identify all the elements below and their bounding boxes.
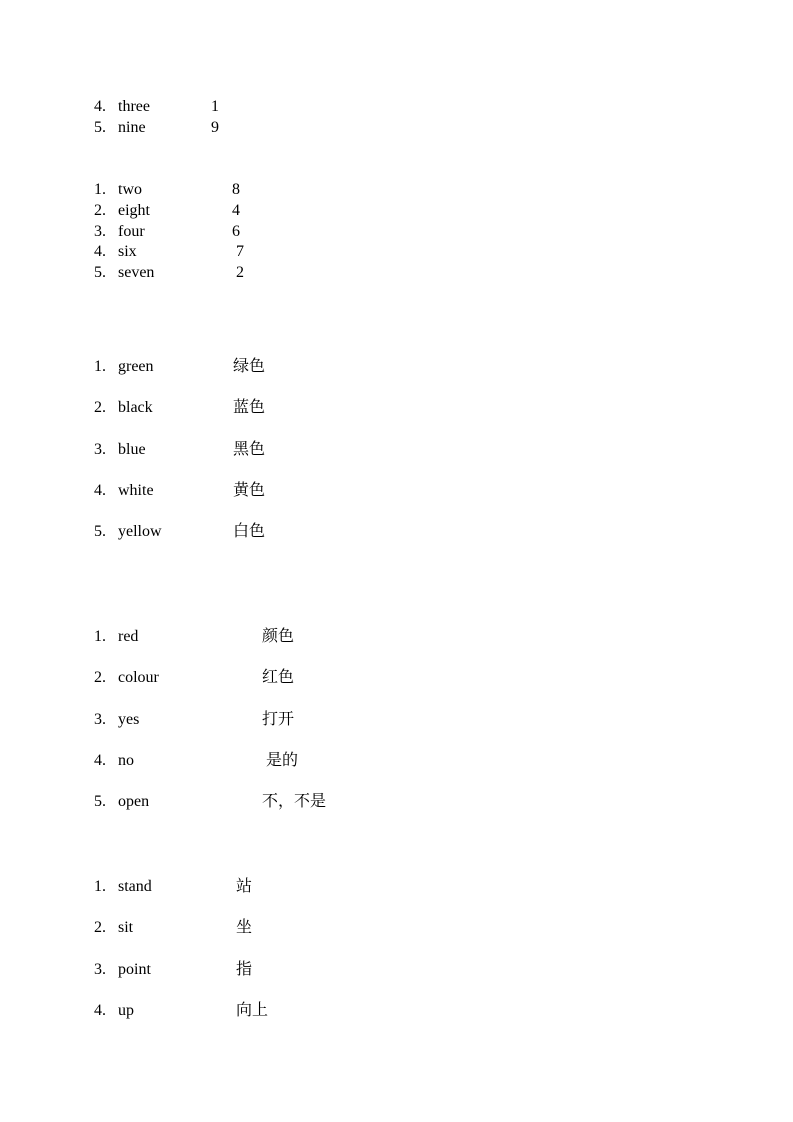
english-word: nine (118, 119, 146, 136)
item-number: 5. (94, 523, 106, 540)
english-word: point (118, 960, 151, 978)
answer-text: 打开 (262, 710, 295, 728)
answer-text: 黑色 (233, 440, 266, 458)
item-number: 3. (94, 960, 106, 978)
english-word: seven (118, 264, 155, 281)
answer-text: 指 (236, 960, 253, 978)
item-number: 1. (94, 358, 106, 375)
english-word: up (118, 1001, 134, 1019)
answer-text: 9 (211, 119, 219, 136)
item-number: 2. (94, 201, 106, 219)
answer-text: 蓝色 (233, 399, 266, 417)
english-word: colour (118, 669, 159, 687)
answer-text: 1 (211, 98, 219, 115)
answer-text: 站 (236, 878, 253, 895)
item-number: 2. (94, 669, 106, 687)
english-word: six (118, 243, 137, 261)
answer-text: 颜色 (262, 628, 295, 645)
item-number: 4. (94, 1001, 106, 1019)
item-number: 5. (94, 264, 106, 281)
english-word: two (118, 181, 142, 198)
answer-text: 8 (232, 181, 240, 198)
item-number: 5. (94, 793, 106, 810)
english-word: sit (118, 919, 134, 937)
item-number: 4. (94, 98, 106, 115)
english-word: yes (118, 710, 140, 728)
answer-text: 黄色 (233, 481, 266, 499)
english-word: blue (118, 440, 146, 458)
answer-text: 2 (232, 264, 244, 281)
answer-text: 6 (232, 222, 240, 240)
english-word: black (118, 399, 153, 417)
answer-text: 白色 (233, 523, 266, 540)
answer-text: 是的 (262, 751, 299, 769)
english-word: green (118, 358, 154, 375)
item-number: 4. (94, 243, 106, 261)
item-number: 1. (94, 628, 106, 645)
item-number: 2. (94, 399, 106, 417)
item-number: 1. (94, 181, 106, 198)
answer-text: 绿色 (233, 358, 266, 375)
english-word: no (118, 751, 134, 769)
item-number: 4. (94, 751, 106, 769)
item-number: 5. (94, 119, 106, 136)
english-word: eight (118, 201, 150, 219)
english-word: yellow (118, 523, 162, 540)
answer-text: 红色 (262, 669, 295, 687)
item-number: 3. (94, 440, 106, 458)
english-word: stand (118, 878, 152, 895)
item-number: 4. (94, 481, 106, 499)
english-word: red (118, 628, 139, 645)
item-number: 3. (94, 710, 106, 728)
english-word: open (118, 793, 150, 810)
answer-text: 向上 (236, 1001, 269, 1019)
english-word: four (118, 222, 145, 240)
english-word: three (118, 98, 150, 115)
answer-text: 坐 (236, 919, 253, 937)
answer-text: 4 (232, 201, 240, 219)
item-number: 1. (94, 878, 106, 895)
item-number: 3. (94, 222, 106, 240)
answer-text: 7 (232, 243, 244, 261)
english-word: white (118, 481, 154, 499)
item-number: 2. (94, 919, 106, 937)
answer-text: 不，不是 (262, 793, 327, 810)
